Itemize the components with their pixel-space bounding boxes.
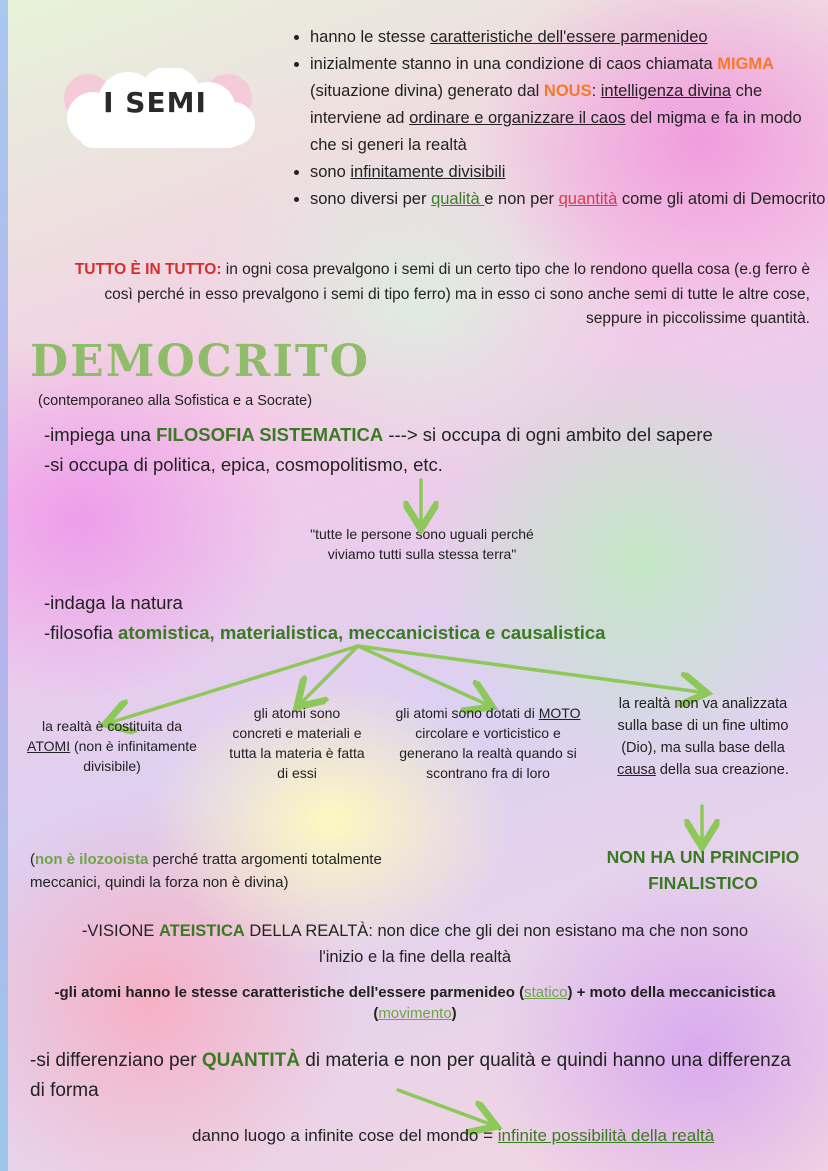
differenza-quantita: -si differenziano per QUANTITÀ di materia e non per qualità e quindi hanno una differenza di forma <box>30 1050 791 1101</box>
list-item: • hanno le stesse caratteristiche dell'essere parmenideo <box>310 24 828 51</box>
branch-moto: gli atomi sono dotati di MOTO circolare e vorticistico e generano la realtà quando si scontrano fra di loro <box>395 705 581 781</box>
visione-ateistica: -VISIONE ATEISTICA DELLA REALTÀ: non dice che gli dei non esistano ma che non sono l'inizio e la fine della realtà <box>81 922 749 966</box>
democrito-subtitle: (contemporaneo alla Sofistica e a Socrate) <box>38 393 313 409</box>
list-item: • inizialmente stanno in una condizione di caos chiamata MIGMA (situazione divina) generato dal NOUS: intelligenza divina che interviene ad ordinare e organizzare il caos del migma e fa in modo che si generi la realtà <box>310 51 828 159</box>
list-item: • sono infinitamente divisibili <box>310 159 828 186</box>
branch-causa: la realtà non va analizzata sulla base di un fine ultimo (Dio), ma sulla base della causa della sua creazione. <box>617 696 789 778</box>
quote-text: "tutte le persone sono uguali perché viviamo tutti sulla stessa terra" <box>310 526 534 562</box>
democrito-title: DEMOCRITO <box>30 336 370 387</box>
line-filosofia: -filosofia atomistica, materialistica, meccanicistica e causalistica <box>44 622 606 643</box>
line-politica: -si occupa di politica, epica, cosmopolitismo, etc. <box>44 454 443 475</box>
line-sistematica: -impiega una FILOSOFIA SISTEMATICA ---> si occupa di ogni ambito del sapere <box>44 424 713 445</box>
no-principio-finalistico: NON HA UN PRINCIPIO FINALISTICO <box>606 847 800 893</box>
tutto-paragraph: TUTTO È IN TUTTO: in ogni cosa prevalgono i semi di un certo tipo che lo rendono quella cosa (e.g ferro è così perché in esso prevalgono i semi di tipo ferro) ma in esso ci sono anche semi di tutte le altre cose, seppure in piccolissime quantità. <box>74 261 810 327</box>
atomi-caratteristiche: -gli atomi hanno le stesse caratteristiche dell'essere parmenideo (statico) + moto della meccanicistica (movimento) <box>54 984 776 1022</box>
semi-title: I SEMI <box>103 86 207 119</box>
branch-materia: gli atomi sono concreti e materiali e tutta la materia è fatta di essi <box>229 705 365 781</box>
branch-atomi: la realtà è costituita da ATOMI (non è infinitamente divisibile) <box>27 718 197 774</box>
danno-luogo: danno luogo a infinite cose del mondo = infinite possibilità della realtà <box>192 1126 715 1145</box>
ilozooista-note: (non è ilozooista perché tratta argomenti totalmente meccanici, quindi la forza non è divina) <box>30 851 382 891</box>
line-natura: -indaga la natura <box>44 592 183 613</box>
list-item: • sono diversi per qualità e non per quantità come gli atomi di Democrito <box>310 186 828 213</box>
